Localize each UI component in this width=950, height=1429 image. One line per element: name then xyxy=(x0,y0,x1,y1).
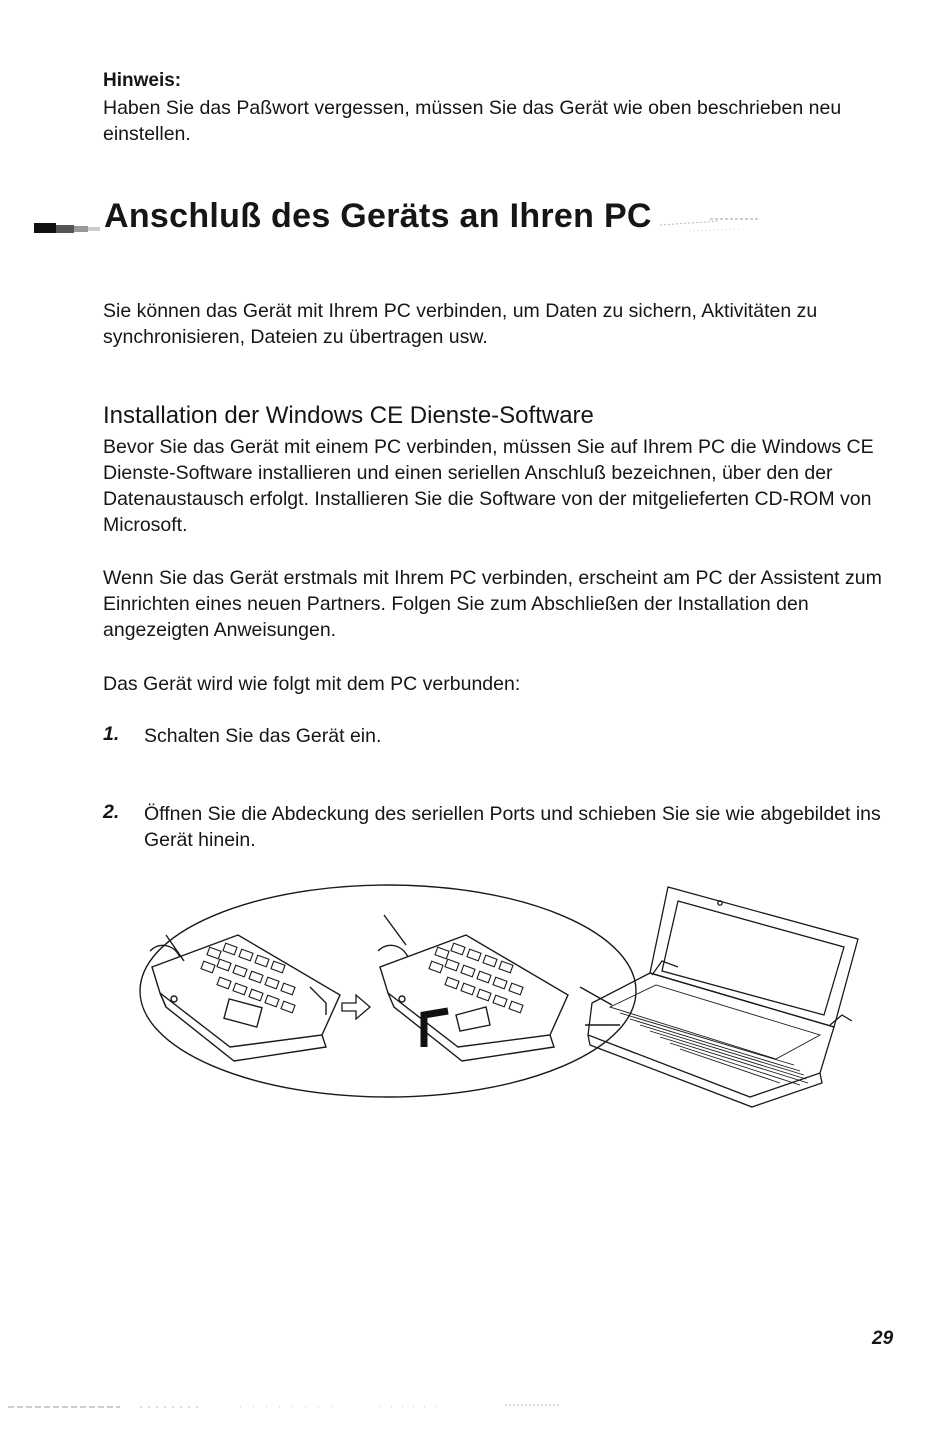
section-intro: Sie können das Gerät mit Ihrem PC verbinden, um Daten zu sichern, Aktivitäten zu synchronisieren, Dateien zu übertragen usw. xyxy=(103,300,818,348)
title-decoration-right xyxy=(660,213,760,237)
section-title: Anschluß des Geräts an Ihren PC xyxy=(104,197,652,235)
note-text: Haben Sie das Paßwort vergessen, müssen Sie das Gerät wie oben beschrieben neu einstellen. xyxy=(103,97,842,145)
handheld-pc xyxy=(588,887,858,1107)
installation-paragraph-2: Wenn Sie das Gerät erstmals mit Ihrem PC verbinden, erscheint am PC der Assistent zum Einrichten eines neuen Partners. Folgen Sie zum Abschließen der Installation den angezeigten Anweisungen. xyxy=(103,567,882,641)
installation-paragraph-3: Das Gerät wird wie folgt mit dem PC verbunden: xyxy=(103,673,521,695)
installation-heading: Installation der Windows CE Dienste-Software xyxy=(103,402,594,429)
page-number: 29 xyxy=(872,1328,894,1349)
step-text: Öffnen Sie die Abdeckung des seriellen Ports und schieben Sie sie wie abgebildet ins Gerät hinein. xyxy=(144,803,881,851)
device-closeup-right xyxy=(378,915,568,1061)
note-heading: Hinweis: xyxy=(103,70,182,91)
scan-artifacts xyxy=(0,1395,950,1415)
device-closeup-left xyxy=(150,935,340,1061)
installation-paragraph-1: Bevor Sie das Gerät mit einem PC verbinden, müssen Sie auf Ihrem PC die Windows CE Dienste-Software installieren und einen seriellen Anschluß bezeichnen, über den der Datenaustausch erfolgt. Installieren Sie die Software von der mitgelieferten CD-ROM von Microsoft. xyxy=(103,436,874,536)
step-number: 2. xyxy=(103,801,120,823)
step-number: 1. xyxy=(103,723,120,745)
title-decoration-left xyxy=(34,219,102,235)
right-arrow-icon xyxy=(342,995,370,1019)
step-text: Schalten Sie das Gerät ein. xyxy=(144,725,382,747)
serial-port-cover-illustration xyxy=(130,875,870,1125)
